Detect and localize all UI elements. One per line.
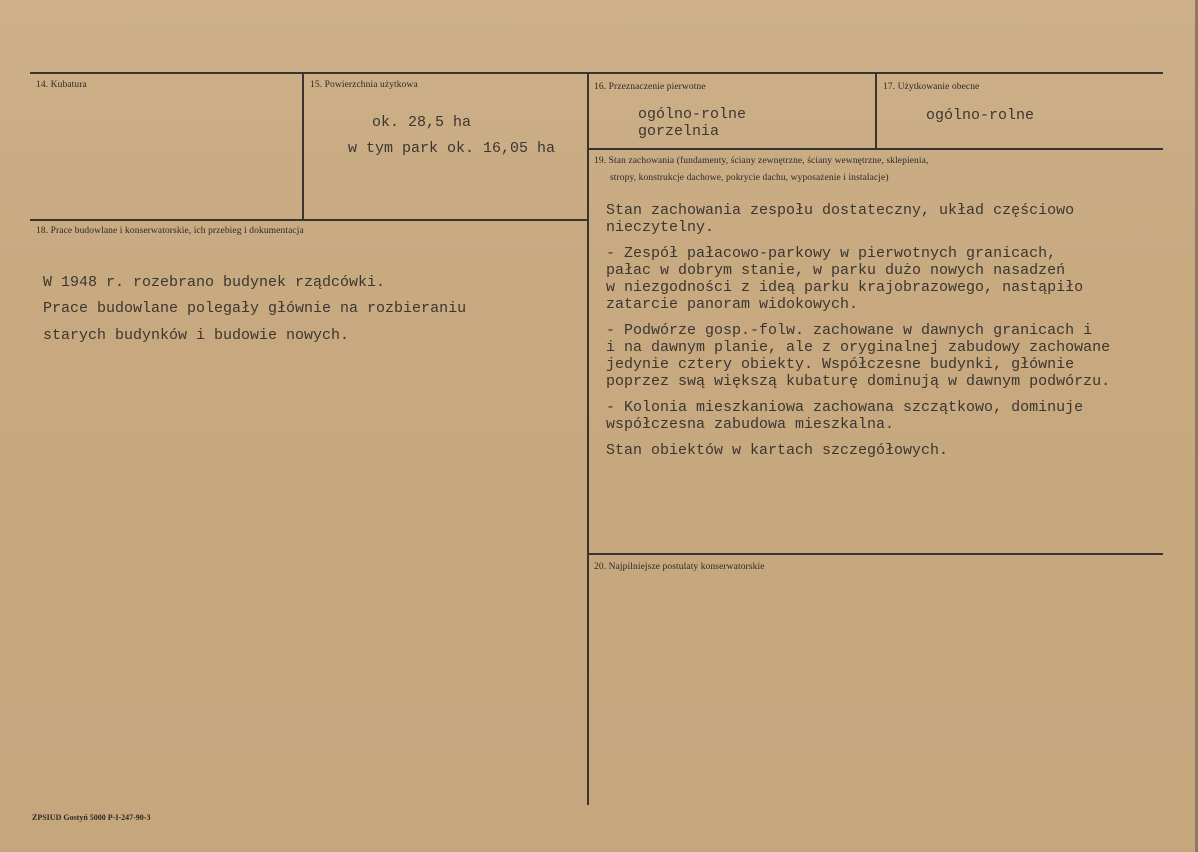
- field-19-line: jedynie cztery obiekty. Współczesne budynki, głównie: [606, 356, 1075, 373]
- rule-under-14-15: [30, 219, 587, 221]
- field-19-line: Stan obiektów w kartach szczegółowych.: [606, 442, 949, 459]
- field-19-line: pałac w dobrym stanie, w parku dużo nowych nasadzeń: [606, 262, 1066, 279]
- field-17-value: ogólno-rolne: [926, 107, 1035, 124]
- field-19-line: - Kolonia mieszkaniowa zachowana szczątkowo, dominuje: [606, 399, 1084, 416]
- rule-under-16-17: [588, 148, 1163, 150]
- field-19-paragraph-2: [606, 245, 1083, 313]
- field-15-label: 15. Powierzchnia użytkowa: [310, 80, 418, 90]
- field-19-line: zatarcie panoram widokowych.: [606, 296, 859, 313]
- field-19-line: w niezgodności z ideą parku krajobrazowego, nastąpiło: [606, 279, 1084, 296]
- top-rule: [30, 72, 1163, 74]
- field-18-label: 18. Prace budowlane i konserwatorskie, ich przebieg i dokumentacja: [36, 226, 304, 236]
- field-18-line-3: starych budynków i budowie nowych.: [43, 327, 350, 344]
- field-19-paragraph-4: [606, 399, 1083, 433]
- field-16-label: 16. Przeznaczenie pierwotne: [594, 82, 706, 92]
- field-19-paragraph-1: [606, 202, 1074, 236]
- field-19-line: - Zespół pałacowo-parkowy w pierwotnych granicach,: [606, 245, 1057, 262]
- field-19-line: współczesna zabudowa mieszkalna.: [606, 416, 895, 433]
- field-19-paragraph-5: [606, 442, 948, 459]
- field-17-label: 17. Użytkowanie obecne: [883, 82, 980, 92]
- field-20-label: 20. Najpilniejsze postulaty konserwatorskie: [594, 562, 765, 572]
- field-19-label-line-2: stropy, konstrukcje dachowe, pokrycie dachu, wyposażenie i instalacje): [610, 173, 889, 183]
- field-18-line-2: Prace budowlane polegały głównie na rozbieraniu: [43, 300, 467, 317]
- field-15-value-park: w tym park ok. 16,05 ha: [348, 140, 556, 157]
- field-19-line: - Podwórze gosp.-folw. zachowane w dawnych granicach i: [606, 322, 1093, 339]
- field-19-line: Stan zachowania zespołu dostateczny, układ częściowo: [606, 202, 1075, 219]
- field-15-value-area: ok. 28,5 ha: [372, 114, 472, 131]
- rule-above-20: [588, 553, 1163, 555]
- field-16-value-1: ogólno-rolne: [638, 106, 747, 123]
- field-19-line: nieczytelny.: [606, 219, 715, 236]
- field-19-line: i na dawnym planie, ale z oryginalnej zabudowy zachowane: [606, 339, 1111, 356]
- divider-14-15: [302, 73, 304, 221]
- print-imprint: ZPSIUD Gostyń 5000 P-I-247-90-3: [32, 813, 151, 822]
- field-19-paragraph-3: [606, 322, 1110, 390]
- divider-16-17: [875, 73, 877, 149]
- field-14-label: 14. Kubatura: [36, 80, 87, 90]
- field-19-line: poprzez swą większą kubaturę dominują w dawnym podwórzu.: [606, 373, 1111, 390]
- field-16-value-2: gorzelnia: [638, 123, 720, 140]
- divider-main: [587, 73, 589, 805]
- field-19-label-line-1: 19. Stan zachowania (fundamenty, ściany zewnętrzne, ściany wewnętrzne, sklepienia,: [594, 156, 929, 166]
- field-18-line-1: W 1948 r. rozebrano budynek rządcówki.: [43, 274, 386, 291]
